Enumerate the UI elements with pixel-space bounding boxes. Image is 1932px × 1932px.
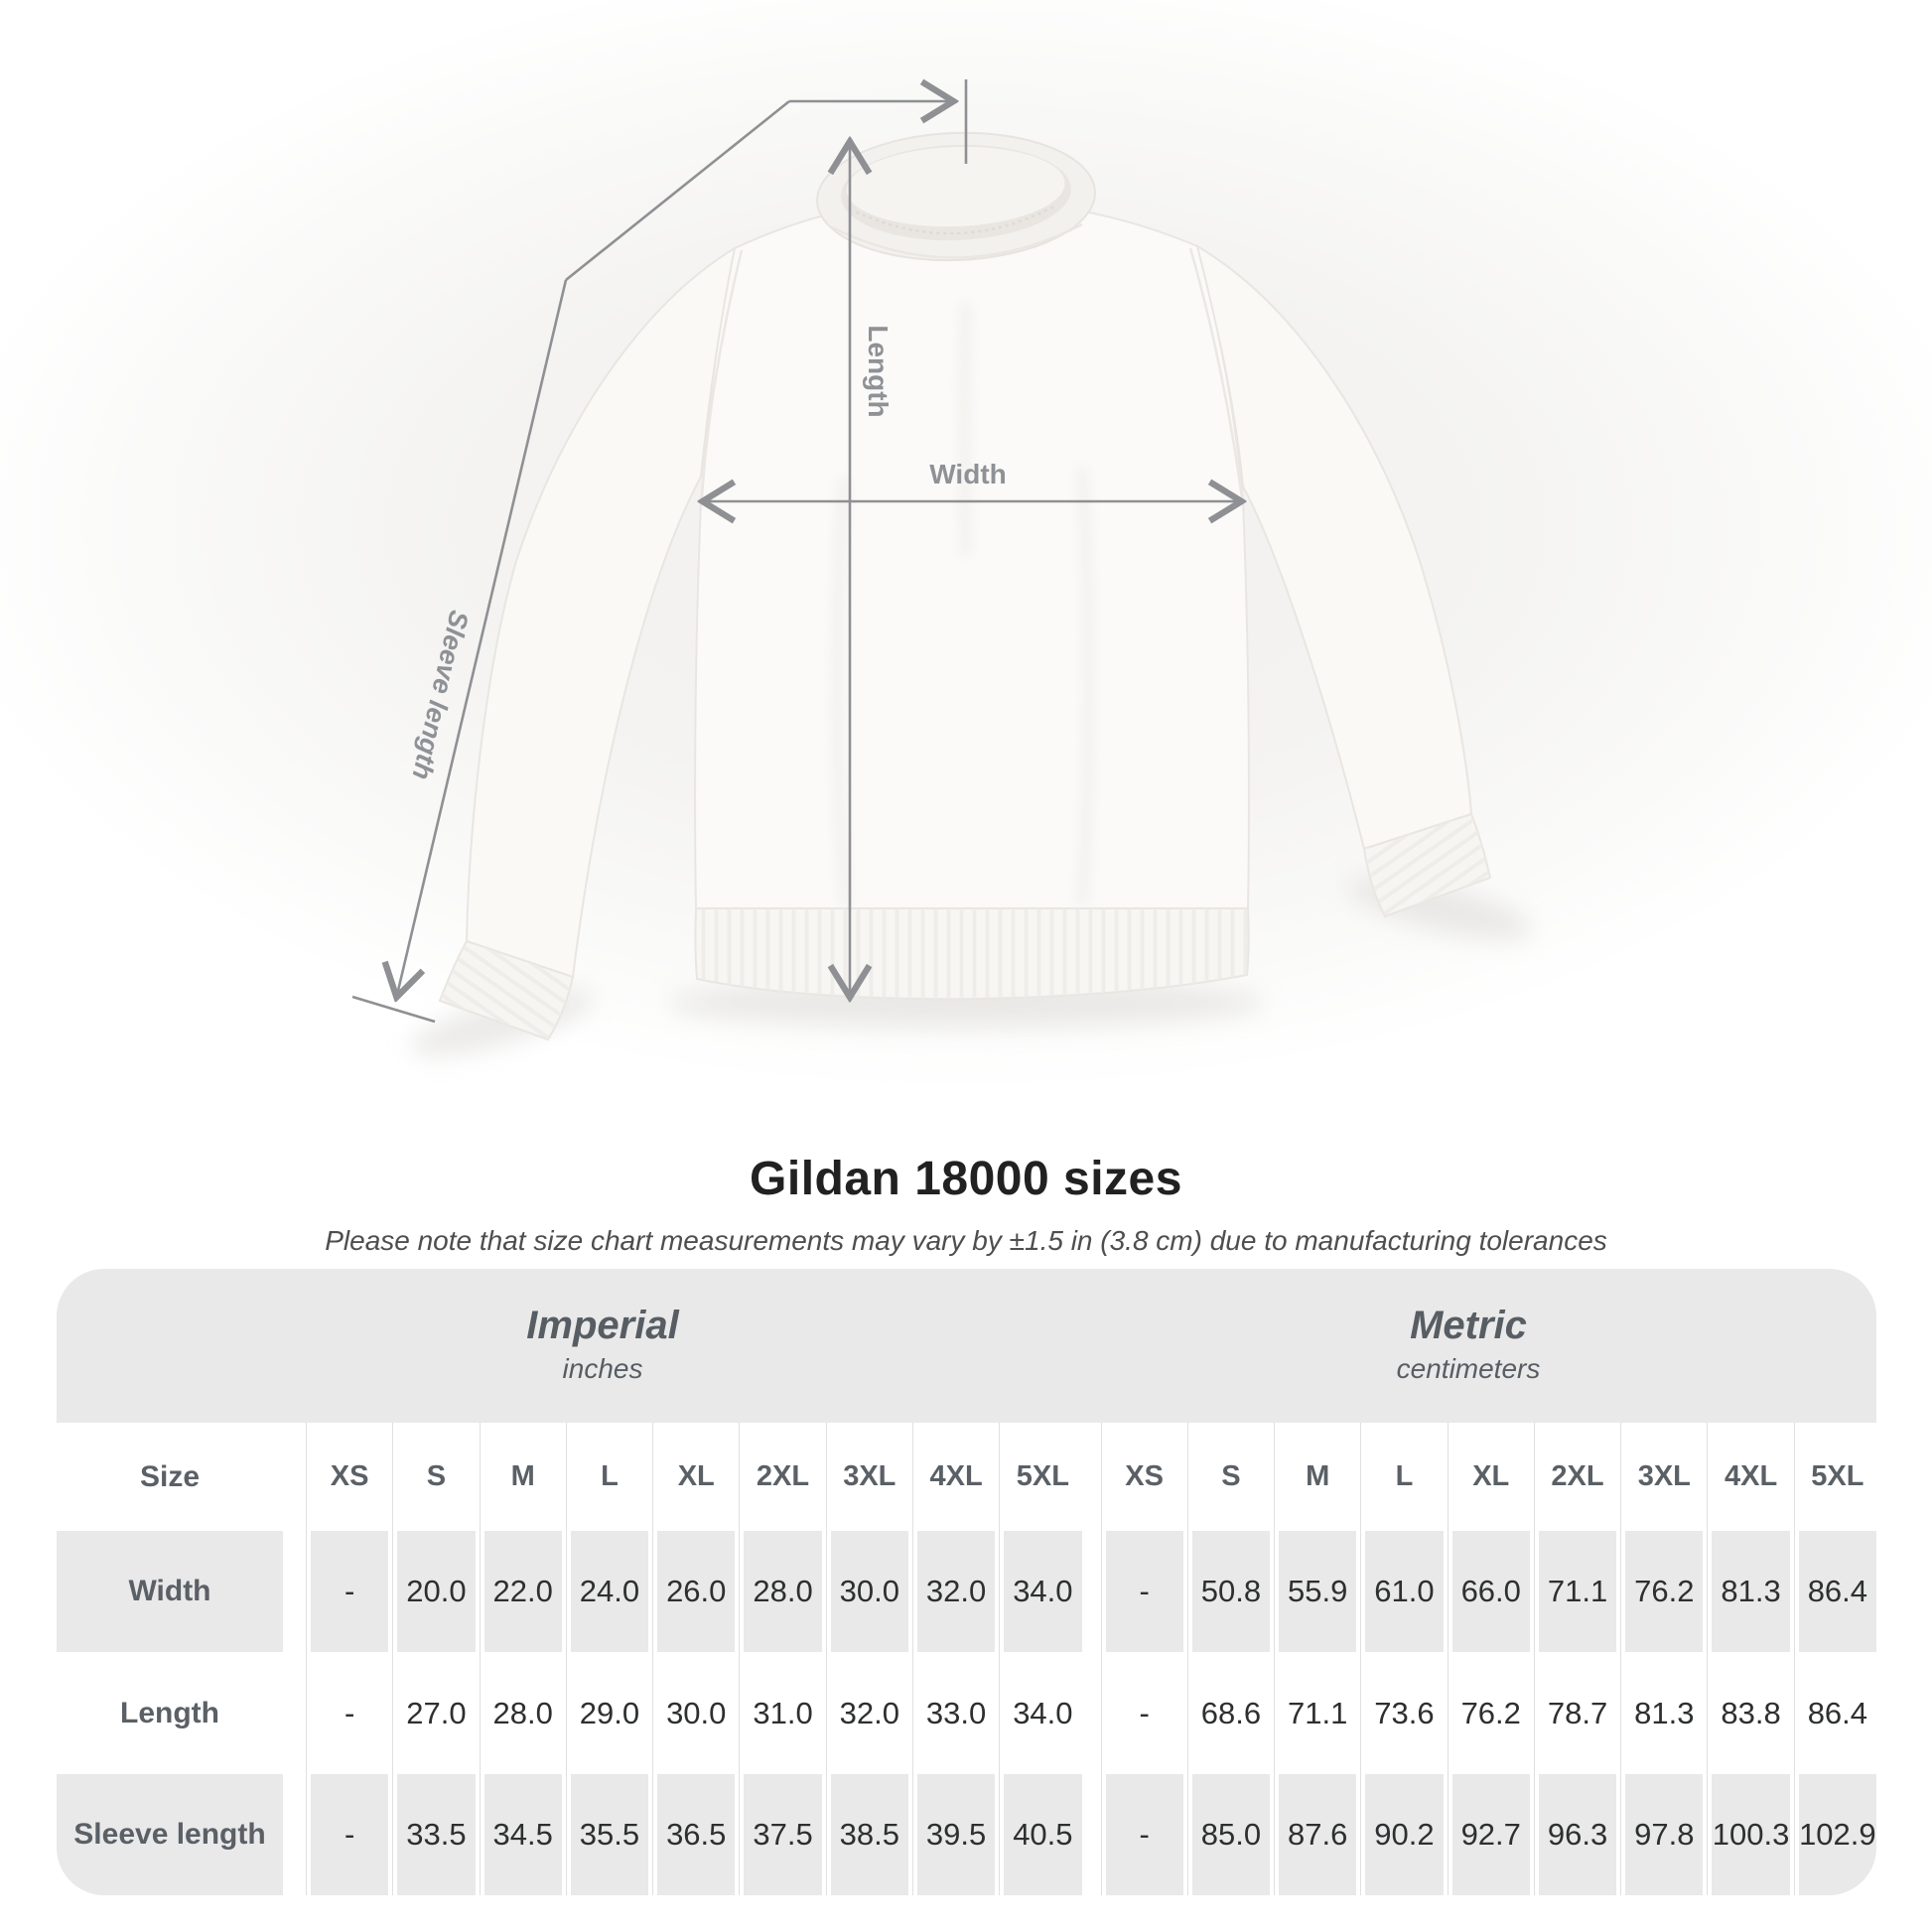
value-cell-metric: 71.1 — [1279, 1652, 1356, 1774]
metric-unit-label: centimeters — [1396, 1353, 1541, 1384]
size-table-grid — [57, 1269, 1876, 1895]
value-cell-metric: 50.8 — [1192, 1531, 1270, 1652]
value-cell-imperial: 31.0 — [744, 1652, 821, 1774]
value-cell-imperial: 30.0 — [831, 1531, 908, 1652]
size-column-header: Size — [139, 1459, 201, 1493]
column-group-spacer — [292, 1774, 302, 1895]
row-label: Width — [57, 1531, 283, 1652]
value-cell-metric: - — [1106, 1531, 1183, 1652]
column-group-spacer — [1091, 1652, 1097, 1774]
value-cell-imperial: 22.0 — [484, 1531, 562, 1652]
value-cell-imperial: 26.0 — [657, 1531, 735, 1652]
size-header-cell-metric: L — [1365, 1423, 1443, 1531]
cuff-tick — [352, 997, 435, 1022]
column-group-spacer — [1091, 1423, 1097, 1531]
size-header-cell-metric: S — [1192, 1423, 1270, 1531]
value-cell-metric: 86.4 — [1799, 1531, 1876, 1652]
metric-group-header — [1397, 1303, 1541, 1390]
size-header-cell-imperial: L — [571, 1423, 648, 1531]
size-header-cell-imperial: M — [484, 1423, 562, 1531]
column-group-spacer — [292, 1652, 302, 1774]
value-cell-imperial: 32.0 — [917, 1531, 995, 1652]
size-table — [57, 1269, 1876, 1895]
size-header-cell-imperial: 4XL — [917, 1423, 995, 1531]
value-cell-imperial: 38.5 — [831, 1774, 908, 1895]
hem-band-rib — [695, 908, 1248, 999]
value-cell-metric: 55.9 — [1279, 1531, 1356, 1652]
value-cell-imperial: - — [311, 1774, 388, 1895]
value-cell-metric: - — [1106, 1774, 1183, 1895]
value-cell-metric: 85.0 — [1192, 1774, 1270, 1895]
value-cell-metric: 76.2 — [1452, 1652, 1530, 1774]
value-cell-imperial: 39.5 — [917, 1774, 995, 1895]
size-header-cell-imperial: 5XL — [1004, 1423, 1081, 1531]
column-group-spacer — [1091, 1531, 1097, 1652]
value-cell-metric: 68.6 — [1192, 1652, 1270, 1774]
value-cell-imperial: 37.5 — [744, 1774, 821, 1895]
value-cell-metric: 71.1 — [1539, 1531, 1616, 1652]
value-cell-metric: 102.9 — [1799, 1774, 1876, 1895]
value-cell-imperial: - — [311, 1652, 388, 1774]
size-header-cell-metric: 2XL — [1539, 1423, 1616, 1531]
size-header-cell-metric: 3XL — [1625, 1423, 1703, 1531]
value-cell-metric: 97.8 — [1625, 1774, 1703, 1895]
value-cell-metric: 83.8 — [1712, 1652, 1789, 1774]
size-header-cell-metric: XL — [1452, 1423, 1530, 1531]
value-cell-metric: 92.7 — [1452, 1774, 1530, 1895]
value-cell-imperial: - — [311, 1531, 388, 1652]
metric-label: Metric — [1410, 1304, 1527, 1347]
value-cell-imperial: 32.0 — [831, 1652, 908, 1774]
value-cell-imperial: 34.0 — [1004, 1652, 1081, 1774]
size-header-cell-metric: 4XL — [1712, 1423, 1789, 1531]
value-cell-imperial: 27.0 — [397, 1652, 475, 1774]
column-group-spacer — [1091, 1774, 1097, 1895]
value-cell-metric: 81.3 — [1625, 1652, 1703, 1774]
row-label: Sleeve length — [57, 1774, 283, 1895]
imperial-group-header — [526, 1303, 678, 1390]
tolerance-note: Please note that size chart measurements may vary by ±1.5 in (3.8 cm) due to manufacturing tolerances — [325, 1225, 1607, 1256]
value-cell-imperial: 36.5 — [657, 1774, 735, 1895]
table-header-band — [57, 1269, 1876, 1423]
value-cell-metric: 76.2 — [1625, 1531, 1703, 1652]
size-header-cell-metric: XS — [1106, 1423, 1183, 1531]
value-cell-metric: 78.7 — [1539, 1652, 1616, 1774]
size-header-cell-imperial: 2XL — [744, 1423, 821, 1531]
value-cell-metric: 73.6 — [1365, 1652, 1443, 1774]
size-header-cell-imperial: S — [397, 1423, 475, 1531]
size-header-cell-imperial: XS — [311, 1423, 388, 1531]
column-group-spacer — [292, 1531, 302, 1652]
value-cell-metric: 61.0 — [1365, 1531, 1443, 1652]
value-cell-imperial: 20.0 — [397, 1531, 475, 1652]
value-cell-imperial: 28.0 — [744, 1531, 821, 1652]
width-dimension-label: Width — [929, 459, 1007, 489]
value-cell-imperial: 34.5 — [484, 1774, 562, 1895]
value-cell-metric: 96.3 — [1539, 1774, 1616, 1895]
row-label: Length — [120, 1696, 219, 1729]
size-header-cell-metric: 5XL — [1799, 1423, 1876, 1531]
value-cell-imperial: 24.0 — [571, 1531, 648, 1652]
value-cell-metric: 86.4 — [1799, 1652, 1876, 1774]
length-dimension-label: Length — [863, 325, 894, 418]
size-header-cell-imperial: 3XL — [831, 1423, 908, 1531]
sleeve-length-dimension-label: Sleeve length — [406, 607, 475, 783]
page-title: Gildan 18000 sizes — [750, 1153, 1182, 1205]
imperial-label: Imperial — [526, 1304, 679, 1347]
value-cell-metric: 87.6 — [1279, 1774, 1356, 1895]
value-cell-imperial: 33.5 — [397, 1774, 475, 1895]
size-header-cell-imperial: XL — [657, 1423, 735, 1531]
value-cell-metric: - — [1106, 1652, 1183, 1774]
value-cell-imperial: 28.0 — [484, 1652, 562, 1774]
shirt-body — [695, 199, 1249, 908]
column-group-spacer — [292, 1423, 302, 1531]
value-cell-imperial: 35.5 — [571, 1774, 648, 1895]
value-cell-metric: 90.2 — [1365, 1774, 1443, 1895]
value-cell-imperial: 40.5 — [1004, 1774, 1081, 1895]
value-cell-metric: 66.0 — [1452, 1531, 1530, 1652]
size-header-cell-metric: M — [1279, 1423, 1356, 1531]
imperial-unit-label: inches — [562, 1353, 643, 1384]
value-cell-imperial: 30.0 — [657, 1652, 735, 1774]
value-cell-imperial: 33.0 — [917, 1652, 995, 1774]
value-cell-metric: 81.3 — [1712, 1531, 1789, 1652]
value-cell-imperial: 34.0 — [1004, 1531, 1081, 1652]
value-cell-imperial: 29.0 — [571, 1652, 648, 1774]
value-cell-metric: 100.3 — [1712, 1774, 1789, 1895]
